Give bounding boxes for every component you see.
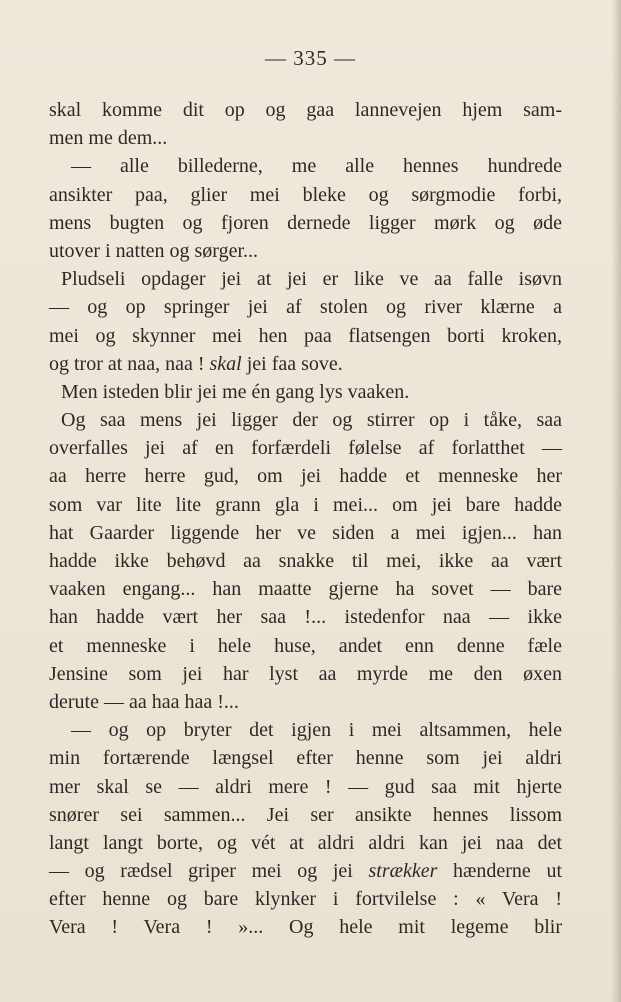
text-line: Men isteden blir jei me én gang lys vaaken. — [61, 380, 410, 403]
text-line: Og saa mens jei ligger der og stirrer op i tåke, saa — [61, 409, 562, 432]
text-line: mens bugten og fjoren dernede ligger mørk og øde — [49, 211, 562, 234]
text-line: efter henne og bare klynker i fortvilelse : « Vera ! — [49, 888, 562, 911]
text-line: langt langt borte, og vét at aldri aldri kan jei naa det — [49, 831, 562, 854]
text-line: min fortærende længsel efter henne som jei aldri — [49, 747, 562, 770]
text-line: overfalles jei af en forfærdeli følelse af forlatthet — — [49, 437, 562, 460]
page-number: — 335 — — [265, 46, 356, 70]
page-edge-shadow — [611, 0, 621, 1002]
text-line: aa herre herre gud, om jei hadde et menneske her — [49, 465, 562, 488]
text-line: mer skal se — aldri mere ! — gud saa mit hjerte — [49, 775, 562, 798]
text-line: vaaken engang... han maatte gjerne ha sovet — bare — [49, 578, 562, 601]
text-line: — og op springer jei af stolen og river klærne a — [49, 296, 562, 319]
text-line: utover i natten og sørger... — [49, 239, 259, 262]
text-line: et menneske i hele huse, andet enn denne fæle — [49, 634, 562, 657]
text-line-emphasis: og tror at naa, naa ! skal jei faa sove. — [49, 352, 343, 375]
text-line: mei og skynner mei hen paa flatsengen borti kroken, — [49, 324, 562, 347]
emphasized-word: strækker — [368, 860, 438, 883]
body-text — [49, 96, 562, 942]
emphasized-word: skal — [209, 352, 242, 375]
text-line: — og op bryter det igjen i mei altsammen, hele — [71, 719, 562, 742]
text-line-emphasis: — og rædsel griper mei og jei strækker hænderne ut — [49, 860, 562, 883]
text-line: snører sei sammen... Jei ser ansikte hennes lissom — [49, 803, 562, 826]
text-line: hadde ikke behøvd aa snakke til mei, ikke aa vært — [49, 550, 562, 572]
text-line: skal komme dit op og gaa lannevejen hjem sam- — [49, 99, 562, 121]
text-line: — alle billederne, me alle hennes hundrede — [71, 155, 562, 178]
text-line: som var lite lite grann gla i mei... om jei bare hadde — [49, 493, 562, 516]
text-line: hat Gaarder liggende her ve siden a mei igjen... han — [49, 521, 562, 544]
text-line: men me dem... — [49, 127, 168, 150]
text-line: ansikter paa, glier mei bleke og sørgmodie forbi, — [49, 183, 562, 206]
text-line: Jensine som jei har lyst aa myrde me den øxen — [49, 662, 562, 685]
text-line: Vera ! Vera ! »... Og hele mit legeme blir — [49, 916, 562, 939]
text-line: han hadde vært her saa !... istedenfor naa — ikke — [49, 606, 562, 629]
text-line: derute — aa haa haa !... — [49, 690, 239, 713]
text-line: Pludseli opdager jei at jei er like ve aa falle isøvn — [61, 268, 562, 291]
